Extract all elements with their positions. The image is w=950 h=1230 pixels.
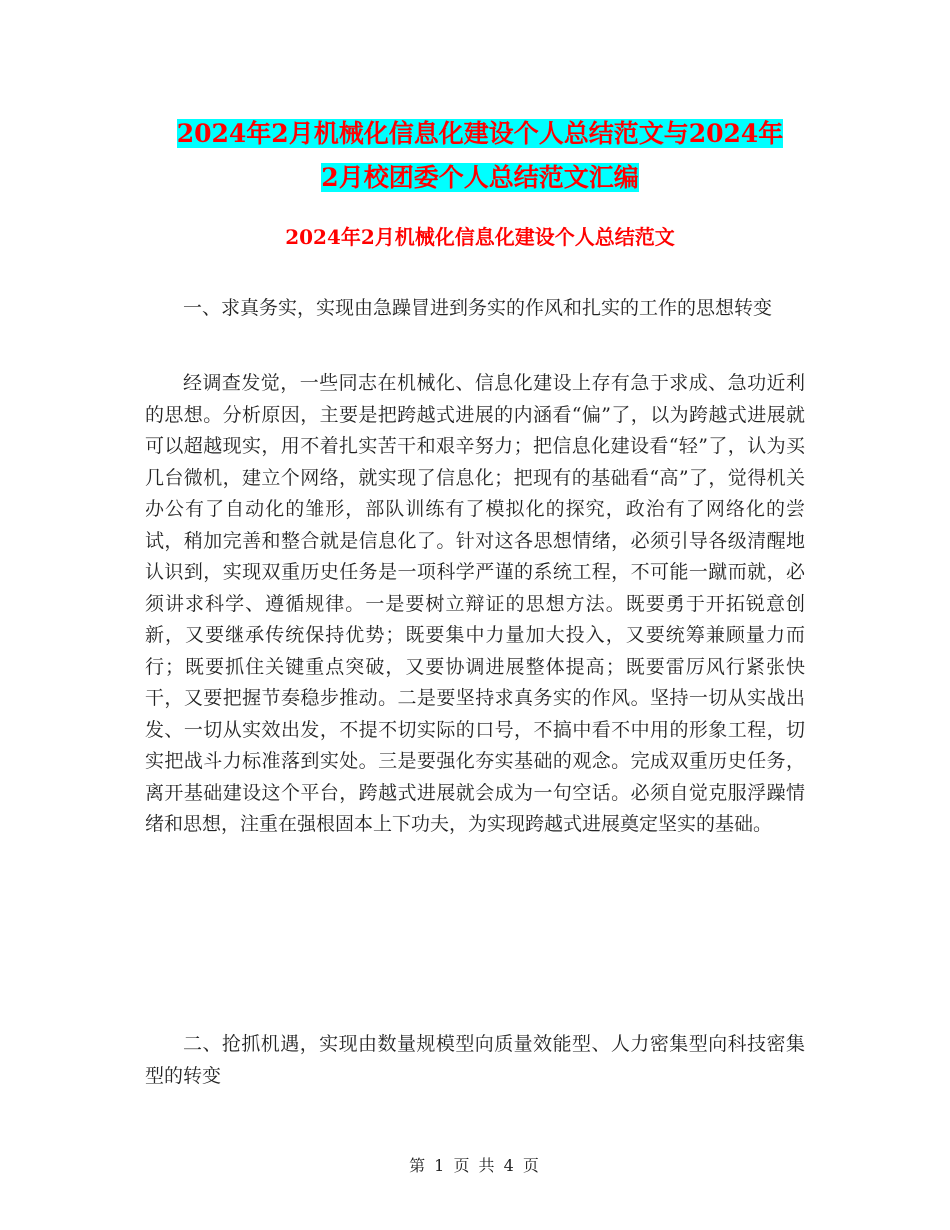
paragraph-body-1: 经调查发觉，一些同志在机械化、信息化建设上存有急于求成、急功近利的思想。分析原因，主要是把跨越式进展的内涵看“偏”了，以为跨越式进展就可以超越现实，用不着扎实苦干和艰辛努力；把信息化建设看“轻”了，认为买几台微机，建立个网络，就实现了信息化；把现有的基础看“高”了，觉得机关办公有了自动化的雏形，部队训练有了模拟化的探究，政治有了网络化的尝试，稍加完善和整合就是信息化了。针对这各思想情绪，必须引导各级清醒地认识到，实现双重历史任务是一项科学严谨的系统工程，不可能一蹴而就，必须讲求科学、遵循规律。一是要树立辩证的思想方法。既要勇于开拓锐意创新，又要继承传统保持优势；既要集中力量加大投入，又要统筹兼顾量力而行；既要抓住关键重点突破，又要协调进展整体提高；既要雷厉风行紧张快干，又要把握节奏稳步推动。二是要坚持求真务实的作风。坚持一切从实战出发、一切从实效出发，不提不切实际的口号，不搞中看不中用的形象工程，切实把战斗力标准落到实处。三是要强化夯实基础的观念。完成双重历史任务，离开基础建设这个平台，跨越式进展就会成为一句空话。必须自觉克服浮躁情绪和思想，注重在强根固本上下功夫，为实现跨越式进展奠定坚实的基础。 — [145, 372, 805, 835]
page-footer: 第 1 页 共 4 页 — [409, 1156, 541, 1175]
title-line-2: 2月校团委个人总结范文汇编 — [321, 163, 639, 192]
document-title — [145, 112, 815, 200]
paragraph-heading-2: 二、抢抓机遇，实现由数量规模型向质量效能型、人力密集型向科技密集型的转变 — [145, 1033, 805, 1087]
paragraph-heading-1: 一、求真务实，实现由急躁冒进到务实的作风和扎实的工作的思想转变 — [183, 297, 773, 319]
title-line-1: 2024年2月机械化信息化建设个人总结范文与2024年 — [176, 119, 784, 148]
section-title: 2024年2月机械化信息化建设个人总结范文 — [285, 225, 675, 249]
